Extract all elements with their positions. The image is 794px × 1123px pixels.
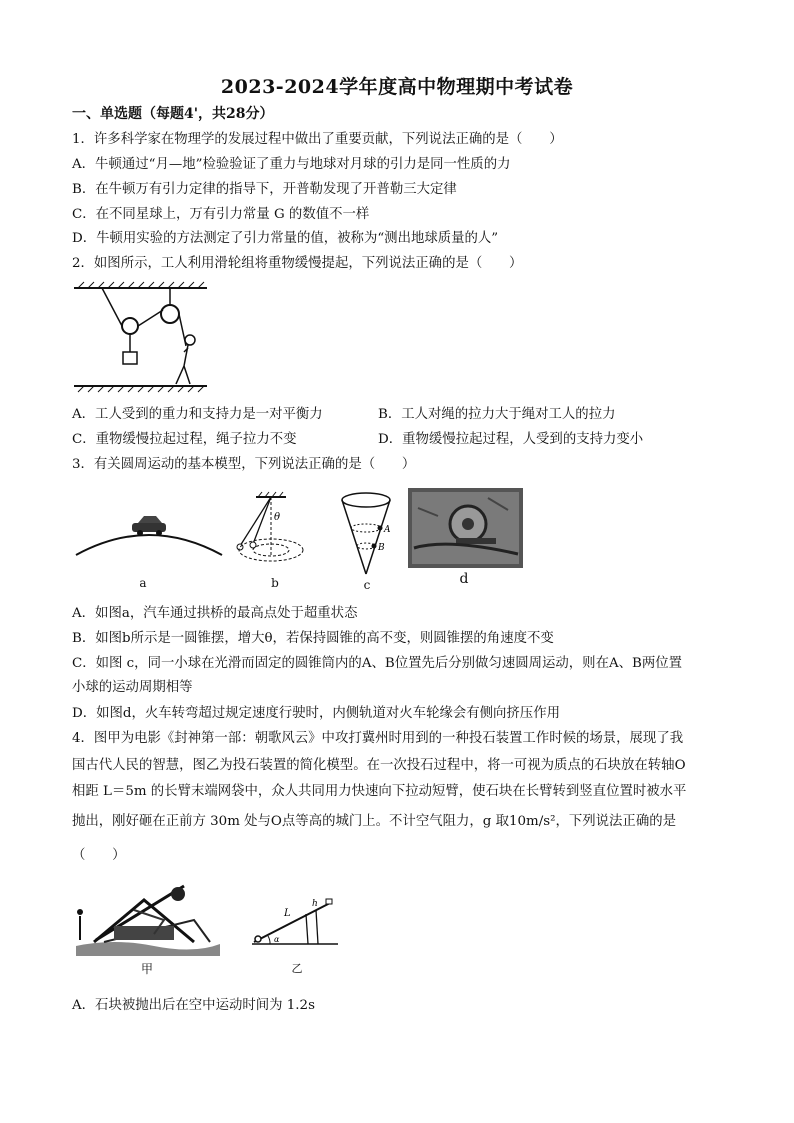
q4-stem-line3: 相距 L＝5m 的长臂末端网袋中，众人共同用力快速向下拉动短臂，使石块在长臂转到竖直位置时被水平 [72, 784, 687, 799]
q1-option-a: A．牛顿通过“月—地”检验验证了重力与地球对月球的引力是同一性质的力 [72, 157, 511, 172]
section-heading: 一、单选题（每题4'，共28分） [72, 106, 274, 122]
figure-a-arch-bridge [74, 510, 224, 570]
figure-d-train-photo [408, 488, 523, 568]
point-a-label: A [384, 525, 391, 535]
q1-option-d: D．牛顿用实验的方法测定了引力常量的值，被称为“测出地球质量的人” [72, 231, 499, 246]
q3-option-a: A．如图a，汽车通过拱桥的最高点处于超重状态 [72, 606, 358, 621]
q4-stem-line2: 国古代人民的智慧，图乙为投石装置的简化模型。在一次投石过程中，将一可视为质点的石块放在转轴O [72, 758, 686, 773]
q1-option-c: C．在不同星球上，万有引力常量 G 的数值不一样 [72, 207, 370, 222]
caption-jia: 甲 [140, 962, 153, 976]
q4-stem-line4: 抛出，刚好砸在正前方 30m 处与O点等高的城门上。不计空气阻力，g 取10m/s²，下列说法正确的是 [72, 814, 676, 829]
q3-stem: 3．有关圆周运动的基本模型，下列说法正确的是（ ） [72, 457, 416, 472]
q1-stem: 1．许多科学家在物理学的发展过程中做出了重要贡献，下列说法正确的是（ ） [72, 132, 563, 147]
figure-jia-trebuchet [74, 880, 222, 956]
q3-option-c-cont: 小球的运动周期相等 [72, 680, 193, 695]
label-h: h [312, 899, 318, 909]
q2-option-c: C．重物缓慢拉起过程，绳子拉力不变 [72, 432, 297, 447]
caption-b: b [271, 576, 279, 590]
q3-option-c: C．如图 c，同一小球在光滑而固定的圆锥筒内的A、B位置先后分别做匀速圆周运动，则在A、B两位置 [72, 656, 683, 671]
figure-c-cone [334, 490, 404, 576]
q3-option-b: B．如图b所示是一圆锥摆，增大θ，若保持圆锥的高不变，则圆锥摆的角速度不变 [72, 631, 554, 646]
q1-option-b: B．在牛顿万有引力定律的指导下，开普勒发现了开普勒三大定律 [72, 182, 457, 197]
q3-option-d: D．如图d，火车转弯超过规定速度行驶时，内侧轨道对火车轮缘会有侧向挤压作用 [72, 706, 560, 721]
point-b-label: B [378, 543, 385, 553]
q2-stem: 2．如图所示，工人利用滑轮组将重物缓慢提起，下列说法正确的是（ ） [72, 256, 523, 271]
theta-label: θ [274, 512, 281, 523]
figure-yi-model [250, 898, 340, 948]
q4-stem-line1: 4．图甲为电影《封神第一部：朝歌风云》中攻打冀州时用到的一种投石装置工作时候的场景，展现了我 [72, 731, 684, 746]
q2-option-b: B．工人对绳的拉力大于绳对工人的拉力 [378, 407, 616, 422]
caption-yi: 乙 [291, 962, 303, 975]
label-L: L [284, 908, 291, 919]
q4-stem-line5: （ ） [72, 848, 126, 863]
pulley-diagram [72, 282, 212, 397]
page-title: 2023-2024学年度高中物理期中考试卷 [220, 76, 574, 98]
caption-a: a [139, 576, 147, 590]
label-alpha: α [274, 935, 280, 944]
caption-d: d [459, 571, 469, 587]
q4-option-a: A．石块被抛出后在空中运动时间为 1.2s [72, 998, 315, 1013]
figure-b-conical-pendulum [228, 494, 328, 574]
q2-option-a: A．工人受到的重力和支持力是一对平衡力 [72, 407, 323, 422]
caption-c: c [363, 578, 371, 592]
q2-option-d: D．重物缓慢拉起过程，人受到的支持力变小 [378, 432, 644, 447]
